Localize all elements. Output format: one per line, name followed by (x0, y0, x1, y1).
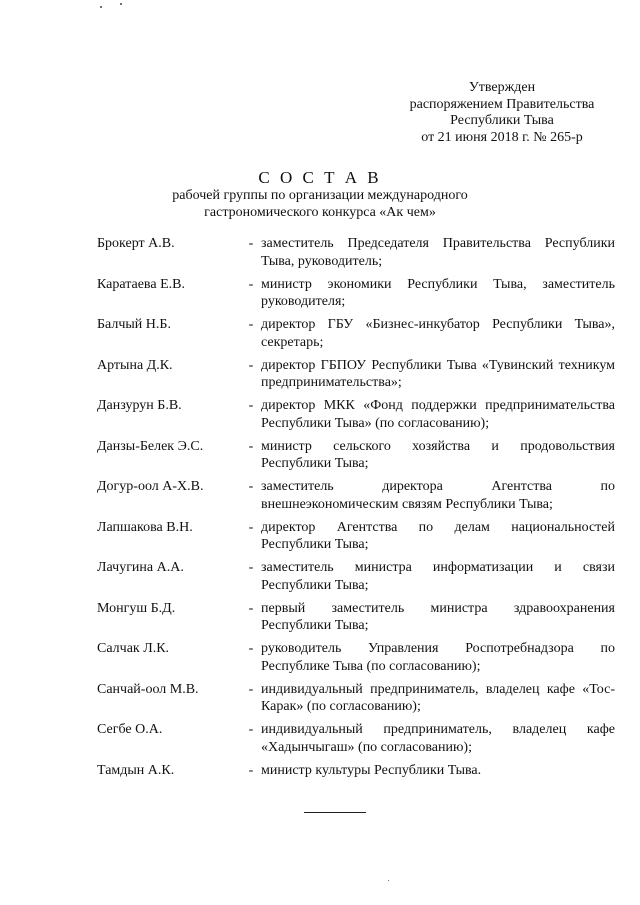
member-dash: - (248, 722, 254, 737)
member-role: индивидуальный предприниматель, владелец кафе «Тос-Карак» (по согласованию); (261, 681, 615, 714)
member-role: первый заместитель министра здравоохранения Республики Тыва; (261, 600, 615, 633)
member-name: Лачугина А.А. (97, 560, 184, 575)
member-row (97, 397, 615, 432)
member-name: Данзурун Б.В. (97, 398, 182, 413)
member-row (97, 640, 615, 675)
member-row (97, 316, 615, 351)
member-row (97, 478, 615, 513)
member-row (97, 519, 615, 554)
member-dash: - (248, 681, 254, 697)
member-row (97, 357, 615, 392)
member-name: Данзы-Белек Э.С. (97, 438, 204, 454)
member-name: Монгуш Б.Д. (97, 600, 176, 616)
member-dash: - (248, 519, 254, 535)
member-row (97, 721, 615, 756)
approval-line-date: от 21 июня 2018 г. № 265-р (421, 129, 583, 145)
member-row (97, 600, 615, 635)
document-title: С О С Т А В (258, 168, 382, 187)
member-row (97, 235, 615, 270)
member-role: руководитель Управления Роспотребнадзора по Республике Тыва (по согласованию); (261, 641, 615, 674)
member-name: Артына Д.К. (97, 357, 173, 373)
scan-speck (100, 6, 102, 8)
approval-line-republic: Республики Тыва (450, 113, 554, 128)
member-role: директор ГБПОУ Республики Тыва «Тувинский техникум предпринимательства»; (261, 357, 615, 390)
member-dash: - (248, 560, 254, 575)
member-name: Каратаева Е.В. (97, 276, 185, 292)
member-role: директор Агентства по делам национальностей Республики Тыва; (261, 519, 615, 552)
member-dash: - (248, 317, 254, 332)
member-name: Балчый Н.Б. (97, 317, 171, 332)
member-role: заместитель Председателя Правительства Республики Тыва, руководитель; (261, 236, 615, 269)
approval-line-approved: Утвержден (468, 80, 536, 95)
member-role: министр сельского хозяйства и продовольствия Республики Тыва; (261, 438, 615, 471)
member-dash: - (248, 276, 254, 292)
member-row (97, 559, 615, 594)
member-name: Догур-оол А-Х.В. (97, 479, 204, 494)
closing-divider (304, 812, 366, 813)
member-name: Брокерт А.В. (97, 236, 175, 251)
member-role: индивидуальный предприниматель, владелец кафе «Хадынчыгаш» (по согласованию); (261, 722, 615, 755)
member-dash: - (248, 600, 254, 616)
document-subtitle-line2: гастрономического конкурса «Ак чем» (204, 204, 436, 220)
member-role: директор МКК «Фонд поддержки предпринимательства Республики Тыва» (по согласованию); (261, 398, 615, 431)
member-role: заместитель директора Агентства по внешнеэкономическим связям Республики Тыва; (261, 479, 615, 512)
member-role: заместитель министра информатизации и связи Республики Тыва; (261, 560, 615, 593)
approval-line-order: распоряжением Правительства (409, 96, 595, 112)
member-row (97, 762, 615, 780)
member-role: директор ГБУ «Бизнес-инкубатор Республики Тыва», секретарь; (261, 317, 615, 350)
member-dash: - (248, 357, 254, 373)
member-role: министр культуры Республики Тыва. (261, 762, 482, 778)
title-block (0, 168, 640, 221)
member-name: Санчай-оол М.В. (97, 681, 199, 697)
member-row (97, 438, 615, 473)
member-dash: - (248, 762, 254, 778)
member-name: Лапшакова В.Н. (97, 519, 193, 535)
member-name: Сегбе О.А. (97, 722, 163, 737)
member-dash: - (248, 438, 254, 454)
member-dash: - (248, 236, 254, 251)
document-subtitle-line1: рабочей группы по организации международного (172, 188, 468, 203)
approval-stamp (392, 80, 612, 146)
member-row (97, 276, 615, 311)
members-list (97, 235, 615, 785)
member-dash: - (248, 398, 254, 413)
scan-speck (120, 3, 122, 5)
scan-speck (388, 880, 389, 881)
member-name: Тамдын А.К. (97, 762, 175, 778)
member-role: министр экономики Республики Тыва, заместитель руководителя; (261, 276, 615, 309)
member-dash: - (248, 641, 254, 656)
member-dash: - (248, 479, 254, 494)
member-name: Салчак Л.К. (97, 641, 170, 656)
member-row (97, 681, 615, 716)
